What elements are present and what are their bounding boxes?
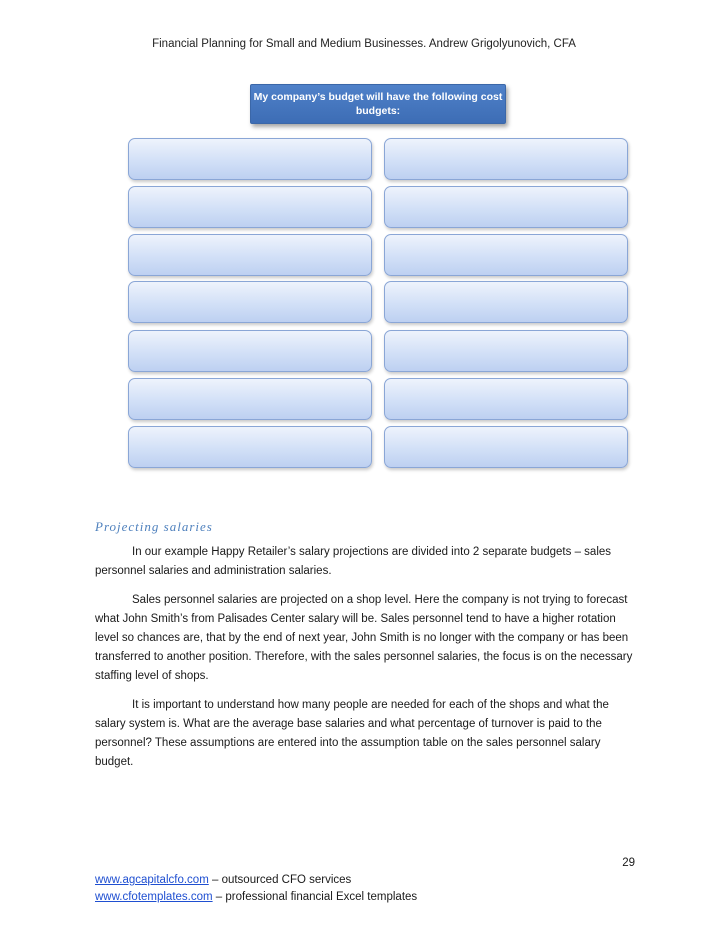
footer-line-text: – professional financial Excel templates bbox=[212, 891, 418, 903]
budget-callout-box: My company’s budget will have the following cost budgets: bbox=[250, 84, 506, 124]
cost-budget-box bbox=[128, 426, 372, 468]
footer-line bbox=[95, 872, 417, 889]
cost-budget-box bbox=[128, 186, 372, 228]
cost-budget-box bbox=[128, 234, 372, 276]
page-number: 29 bbox=[622, 857, 635, 869]
cost-budget-box bbox=[384, 378, 628, 420]
cost-budget-box bbox=[128, 378, 372, 420]
cost-budget-box bbox=[384, 330, 628, 372]
footer-line-text: – outsourced CFO services bbox=[208, 874, 352, 886]
paragraph: Sales personnel salaries are projected on a shop level. Here the company is not trying to forecast what John Smith’s from Palisades Center salary will be. Sales personnel tend to have a higher rotation level so chances are, that by the end of next year, John Smith is no longer with the company or has been transferred to another position. Therefore, with the sales personnel salaries, the focus is on the necessary staffing level of shops. bbox=[95, 594, 633, 682]
agcapitalcfo-link[interactable]: www.agcapitalcfo.com bbox=[95, 874, 209, 886]
cost-budget-box bbox=[384, 234, 628, 276]
body-text bbox=[95, 543, 640, 782]
cfotemplates-link[interactable]: www.cfotemplates.com bbox=[95, 891, 213, 903]
cost-budget-box bbox=[128, 330, 372, 372]
section-heading: Projecting salaries bbox=[95, 519, 213, 534]
cost-budget-box bbox=[384, 281, 628, 323]
paragraph: In our example Happy Retailer’s salary projections are divided into 2 separate budgets – sales personnel salaries and administration salaries. bbox=[95, 546, 612, 577]
cost-budget-box bbox=[384, 138, 628, 180]
cost-budget-box bbox=[384, 426, 628, 468]
page-header: Financial Planning for Small and Medium Businesses. Andrew Grigolyunovich, CFA bbox=[152, 38, 576, 50]
cost-budget-box bbox=[384, 186, 628, 228]
footer-line bbox=[95, 889, 417, 906]
paragraph: It is important to understand how many people are needed for each of the shops and what the salary system is. What are the average base salaries and what percentage of turnover is paid to the personnel? These assumptions are entered into the assumption table on the sales personnel salary budget. bbox=[95, 699, 609, 768]
page-footer bbox=[95, 872, 417, 906]
cost-budget-box bbox=[128, 138, 372, 180]
cost-budget-box bbox=[128, 281, 372, 323]
